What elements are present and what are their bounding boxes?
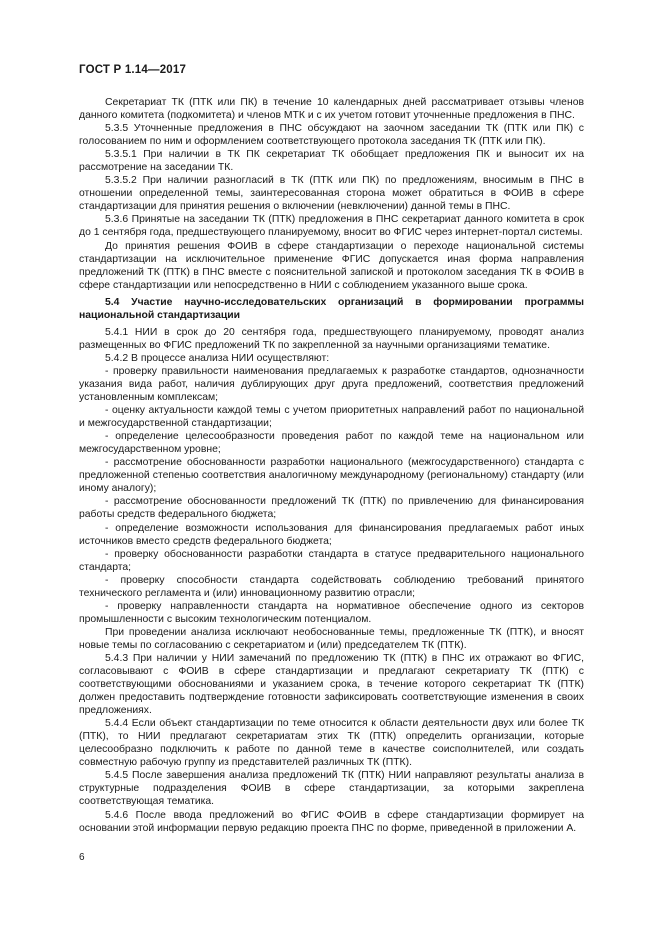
paragraph: Секретариат ТК (ПТК или ПК) в течение 10 календарных дней рассматривает отзывы членов данного комитета (подкомитета) и членов МТК и с их учетом готовит уточненные предложения в ПНС.	[79, 97, 584, 122]
clause-5-4-4: 5.4.4 Если объект стандартизации по теме относится к области деятельности двух или более ТК (ПТК), то НИИ предлагают секретариатам этих ТК (ПТК) определить организации, которые целесообразно подключить к работе по данной теме в качестве соисполнителей, или создать совместную рабочую группу из представителей различных ТК (ПТК).	[79, 718, 584, 769]
page-number: 6	[79, 852, 85, 863]
document-header: ГОСТ Р 1.14—2017	[79, 64, 187, 76]
list-item: - рассмотрение обоснованности разработки национального (межгосударственного) стандарта с предложенной степенью соответствия аналогичному международному (региональному) стандарту (или иному аналогу);	[79, 457, 584, 495]
clause-5-4-6: 5.4.6 После ввода предложений во ФГИС ФОИВ в сфере стандартизации формирует на основании этой информации первую редакцию проекта ПНС по форме, приведенной в приложении А.	[79, 809, 584, 834]
clause-5-3-5: 5.3.5 Уточненные предложения в ПНС обсуждают на заочном заседании ТК (ПТК или ПК) с голосованием по ним и оформлением соответствующего протокола заседания ТК (ПТК или ПК).	[79, 123, 584, 148]
list-item: - оценку актуальности каждой темы с учетом приоритетных направлений работ по национальной и межгосударственной стандартизации;	[79, 405, 584, 430]
list-item: - проверку способности стандарта содействовать соблюдению требований принятого технического регламента и (или) инновационному развитию отрасли;	[79, 574, 584, 599]
clause-5-4-2: 5.4.2 В процессе анализа НИИ осуществляют:	[105, 352, 330, 364]
clause-5-3-5-1: 5.3.5.1 При наличии в ТК ПК секретариат ТК обобщает предложения ПК и выносит их на рассмотрение на заседании ТК.	[79, 149, 584, 174]
clause-5-4-1: 5.4.1 НИИ в срок до 20 сентября года, предшествующего планируемому, проводят анализ размещенных во ФГИС предложений ТК по закрепленной за научными организациями тематике.	[79, 326, 584, 351]
list-item: - рассмотрение обоснованности предложений ТК (ПТК) по привлечению для финансирования работы средств федерального бюджета;	[79, 496, 584, 521]
clause-5-3-5-2: 5.3.5.2 При наличии разногласий в ТК (ПТК или ПК) по предложениям, вносимым в ПНС в отношении определенной темы, заинтересованная сторона может обратиться в ФОИВ в сфере стандартизации для принятия решения о включении (невключении) данной темы в ПНС.	[79, 175, 584, 213]
list-item: - проверку правильности наименования предлагаемых к разработке стандартов, однозначности указания вида работ, наличия дублирующих друг друга предложений, соответствия предложений установленным комплексам;	[79, 365, 584, 404]
section-heading-5-4: 5.4 Участие научно-исследовательских организаций в формировании программы национальной стандартизации	[79, 296, 584, 321]
clause-5-4-3: 5.4.3 При наличии у НИИ замечаний по предложению ТК (ПТК) в ПНС их отражают во ФГИС, согласовывают с ФОИВ в сфере стандартизации и предлагают секретариату ТК (ПТК) с соответствующими обоснованиями и указанием срока, в течение которого секретариат ТК (ПТК) должен предоставить подтверждение готовности зафиксировать соответствующие изменения в своих предложениях.	[79, 652, 584, 717]
list-item: - определение целесообразности проведения работ по каждой теме на национальном или межгосударственном уровне;	[79, 431, 584, 456]
paragraph: До принятия решения ФОИВ в сфере стандартизации о переходе национальной системы стандартизации на исключительное применение ФГИС допускается иная форма направления предложений ТК (ПТК) в ПНС вместе с пояснительной запиской и протоколом заседания ТК в ФОИВ в сфере стандартизации или непосредственно в НИИ с соблюдением указанного выше срока.	[79, 240, 584, 291]
list-item: - определение возможности использования для финансирования предлагаемых работ иных источников вместо средств федерального бюджета;	[79, 522, 584, 547]
clause-5-4-5: 5.4.5 После завершения анализа предложений ТК (ПТК) НИИ направляют результаты анализа в структурные подразделения ФОИВ в сфере стандартизации, за которыми закреплена соответствующая тематика.	[79, 770, 584, 808]
list-item: - проверку направленности стандарта на нормативное обеспечение одного из секторов промышленности с высоким технологическим потенциалом.	[79, 600, 584, 625]
clause-5-3-6: 5.3.6 Принятые на заседании ТК (ПТК) предложения в ПНС секретариат данного комитета в срок до 1 сентября года, предшествующего планируемому, вносит во ФГИС через интернет-портал системы.	[79, 214, 584, 239]
paragraph: При проведении анализа исключают необоснованные темы, предложенные ТК (ПТК), и вносят новые темы по согласованию с секретариатом и (или) председателем ТК (ПТК).	[79, 626, 584, 651]
list-item: - проверку обоснованности разработки стандарта в статусе предварительного национального стандарта;	[79, 548, 584, 573]
document-body	[79, 96, 584, 835]
